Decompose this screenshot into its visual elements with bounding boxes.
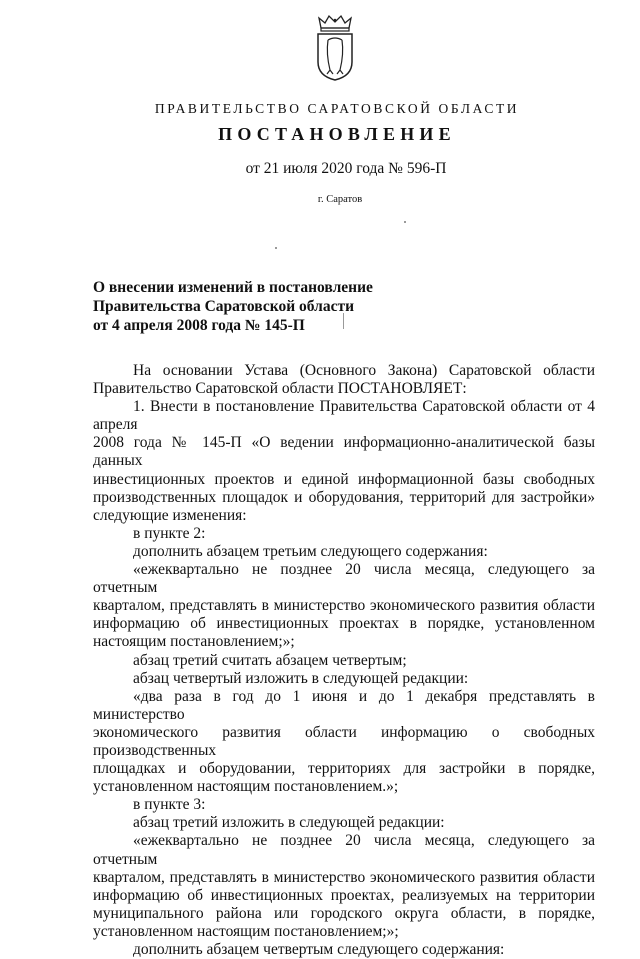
- body-line: информацию об инвестиционных проектах, реализуемых на территории: [93, 886, 595, 904]
- body-line: в пункте 3:: [133, 796, 206, 814]
- body-line: дополнить абзацем четвертым следующего содержания:: [133, 941, 505, 958]
- body-line: На основании Устава (Основного Закона) Саратовской области: [133, 362, 595, 379]
- body-line: «два раза в год до 1 июня и до 1 декабря представлять в министерство: [93, 687, 595, 723]
- document-title: [93, 278, 373, 335]
- document-body: [93, 362, 595, 959]
- body-line: «ежеквартально не позднее 20 числа месяца, следующего за отчетным: [93, 561, 595, 597]
- body-line: 1. Внести в постановление Правительства Саратовской области от 4 апреля: [93, 398, 595, 434]
- body-line: муниципального района или городского округа области, в порядке,: [93, 904, 595, 922]
- body-line: абзац третий считать абзацем четвертым;: [133, 651, 407, 669]
- body-line: кварталом, представлять в министерство экономического развития области: [93, 868, 595, 886]
- body-line: производственных площадок и оборудования, территорий для застройки»: [93, 488, 595, 506]
- body-line: площадках и оборудовании, территориях для застройки в порядке,: [93, 760, 595, 778]
- body-line: 2008 года № 145-П «О ведении информационно-аналитической базы данных: [93, 434, 595, 470]
- body-line: установленном настоящим постановлением;»;: [93, 922, 399, 940]
- body-line: в пункте 2:: [133, 524, 206, 542]
- body-line: «ежеквартально не позднее 20 числа месяца, следующего за отчетным: [93, 832, 595, 868]
- body-line: следующие изменения:: [93, 506, 247, 524]
- document-date-number: от 21 июля 2020 года № 596-П: [245, 160, 447, 177]
- authority-name: ПРАВИТЕЛЬСТВО САРАТОВСКОЙ ОБЛАСТИ: [154, 101, 520, 116]
- title-line: от 4 апреля 2008 года № 145-П: [93, 317, 305, 334]
- saratov-coat-of-arms-icon: [313, 14, 357, 82]
- body-line: инвестиционных проектов и единой информационной базы свободных: [93, 470, 595, 488]
- title-line: О внесении изменений в постановление: [93, 279, 373, 296]
- scan-speck: [404, 221, 406, 223]
- body-line: настоящим постановлением;»;: [93, 633, 295, 651]
- body-line: Правительство Саратовской области ПОСТАНОВЛЯЕТ:: [93, 380, 467, 398]
- body-line: дополнить абзацем третьим следующего содержания:: [133, 542, 488, 560]
- body-line: информацию об инвестиционных проектах в порядке, установленном: [93, 615, 595, 633]
- body-line: кварталом, представлять в министерство экономического развития области: [93, 597, 595, 615]
- body-line: установленном настоящим постановлением.»;: [93, 778, 399, 796]
- document-type: ПОСТАНОВЛЕНИЕ: [218, 124, 456, 144]
- body-line: абзац третий изложить в следующей редакции:: [133, 814, 445, 832]
- scan-speck: [275, 247, 277, 249]
- title-line: Правительства Саратовской области: [93, 298, 354, 315]
- body-line: экономического развития области информацию о свободных производственных: [93, 723, 595, 759]
- document-city: г. Саратов: [317, 194, 363, 205]
- body-line: абзац четвертый изложить в следующей редакции:: [133, 669, 469, 687]
